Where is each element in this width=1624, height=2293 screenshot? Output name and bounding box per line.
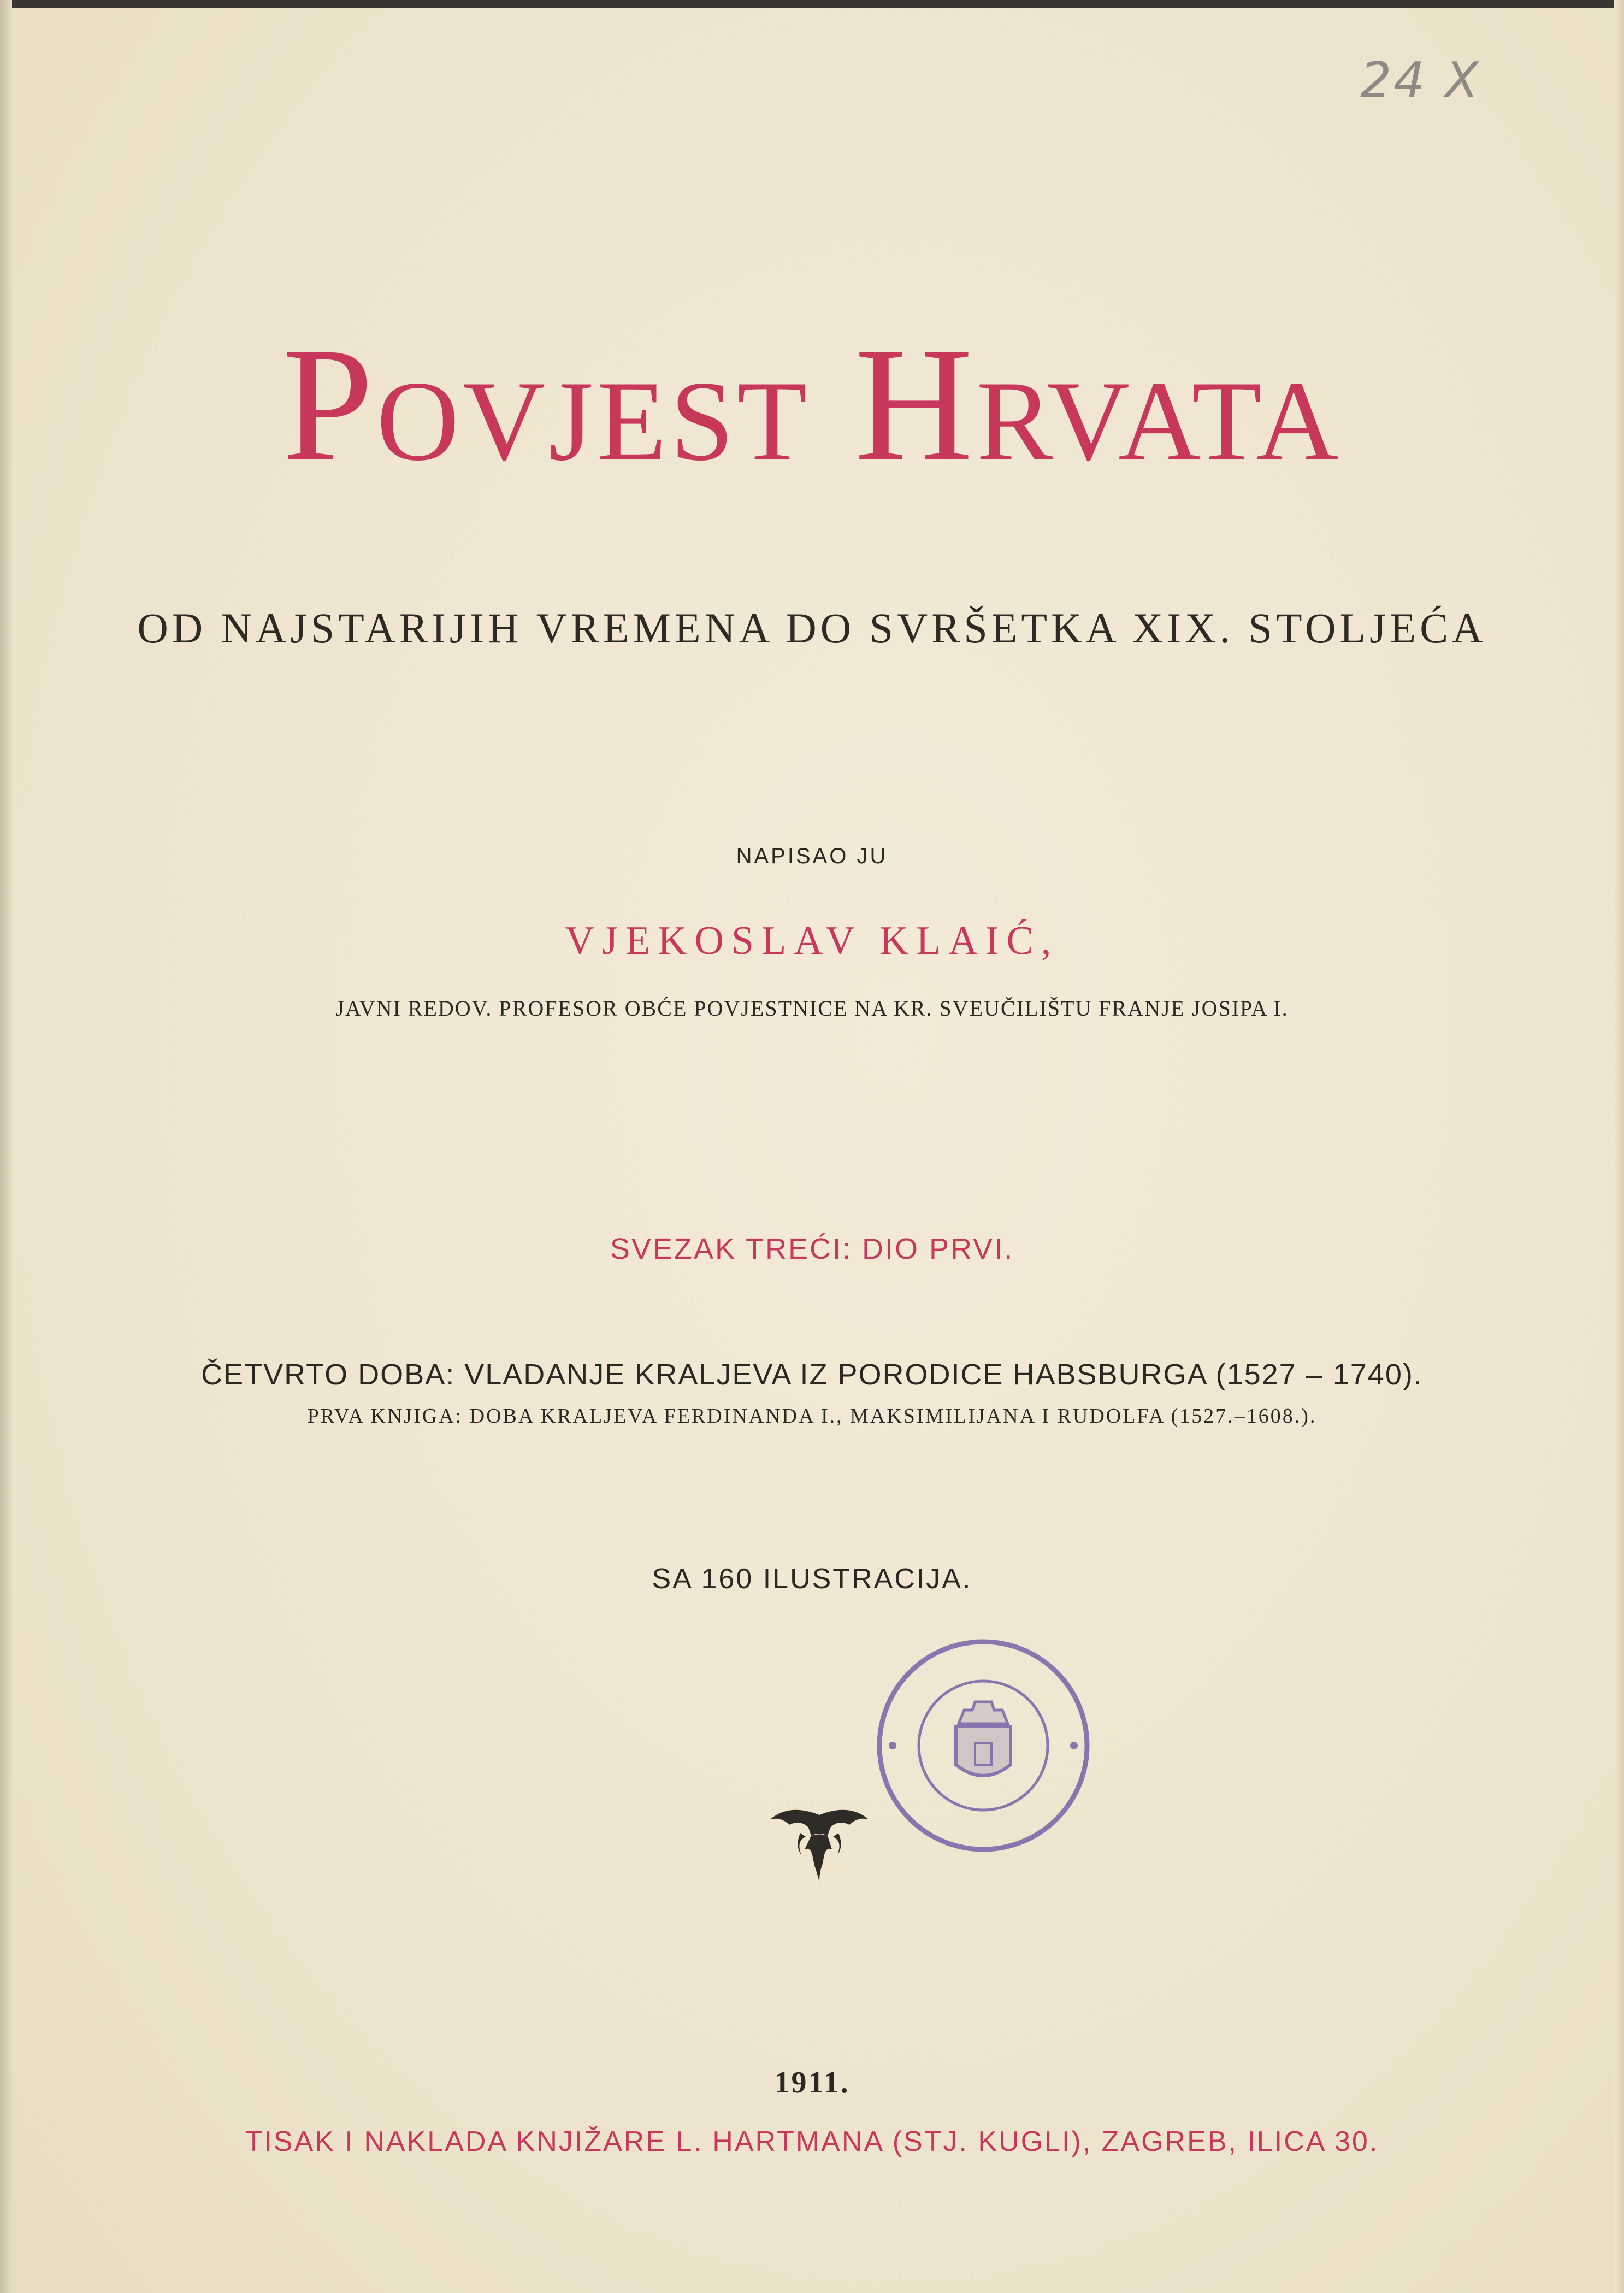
author-intro: NAPISAO JU [736, 844, 888, 868]
period-label: ČETVRTO DOBA: VLADANJE KRALJEVA IZ PORODICE HABSBURGA (1527 – 1740). [201, 1358, 1423, 1391]
book-subtitle: OD NAJSTARIJIH VREMENA DO SVRŠETKA XIX. STOLJEĆA [137, 604, 1487, 652]
book-label: PRVA KNJIGA: DOBA KRALJEVA FERDINANDA I., MAKSIMILIJANA I RUDOLFA (1527.–1608.). [307, 1405, 1317, 1428]
library-stamp [874, 1636, 1092, 1855]
author-name: VJEKOSLAV KLAIĆ, [565, 918, 1059, 963]
publisher-imprint: TISAK I NAKLADA KNJIŽARE L. HARTMANA (STJ. KUGLI), ZAGREB, ILICA 30. [245, 2126, 1379, 2158]
author-role: JAVNI REDOV. PROFESOR OBĆE POVJESTNICE NA KR. SVEUČILIŠTU FRANJE JOSIPA I. [335, 996, 1289, 1021]
publication-year: 1911. [774, 2066, 850, 2100]
book-title: Povjest Hrvata [282, 314, 1342, 495]
page-top-edge [0, 0, 1624, 8]
volume-label: SVEZAK TREĆI: DIO PRVI. [610, 1233, 1014, 1265]
acanthus-ornament-icon [767, 1803, 871, 1885]
illustrations-note: SA 160 ILUSTRACIJA. [652, 1563, 972, 1595]
pencil-annotation: 24 X [1360, 52, 1481, 109]
